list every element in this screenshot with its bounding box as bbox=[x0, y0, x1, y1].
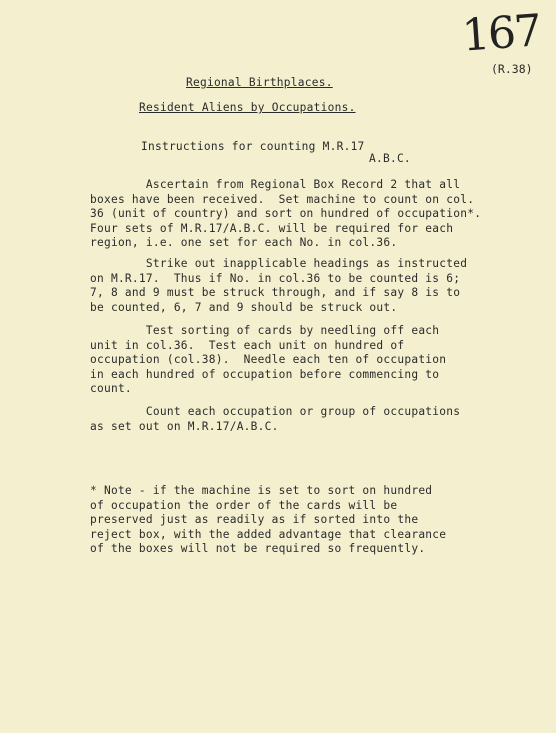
paragraph-1 bbox=[90, 178, 550, 251]
paragraph-line: Strike out inapplicable headings as instructed bbox=[90, 257, 468, 270]
handwritten-folio-number: 167 bbox=[460, 5, 542, 62]
instructions-heading-text: Instructions for counting M.R.17 bbox=[141, 140, 365, 153]
paragraph-line: count. bbox=[90, 382, 132, 396]
paragraph-line: Ascertain from Regional Box Record 2 that all bbox=[90, 178, 461, 191]
paragraph-line: region, i.e. one set for each No. in col.36. bbox=[90, 236, 398, 250]
paragraph-4 bbox=[90, 405, 550, 434]
footnote bbox=[90, 484, 550, 557]
paragraph-line: Test sorting of cards by needling off each bbox=[90, 324, 440, 337]
paragraph-line: boxes have been received. Set machine to count on col. bbox=[90, 192, 475, 206]
paragraph-line: on M.R.17. Thus if No. in col.36 to be counted is 6; bbox=[90, 271, 461, 285]
instructions-heading bbox=[141, 140, 365, 153]
footnote-line: reject box, with the added advantage that clearance bbox=[90, 527, 447, 541]
document-title: Regional Birthplaces. bbox=[186, 76, 333, 89]
footnote-line: * Note - if the machine is set to sort on hundred bbox=[90, 484, 433, 497]
paragraph-line: Four sets of M.R.17/A.B.C. will be required for each bbox=[90, 221, 454, 235]
document-reference: (R.38) bbox=[491, 62, 533, 76]
paragraph-3 bbox=[90, 324, 550, 397]
paragraph-line: be counted, 6, 7 and 9 should be struck out. bbox=[90, 300, 398, 314]
paragraph-line: in each hundred of occupation before commencing to bbox=[90, 367, 440, 381]
paragraph-line: 36 (unit of country) and sort on hundred of occupation*. bbox=[90, 207, 482, 221]
paragraph-line: occupation (col.38). Needle each ten of occupation bbox=[90, 353, 447, 367]
paragraph-2 bbox=[90, 257, 550, 315]
paragraph-line: unit in col.36. Test each unit on hundred of bbox=[90, 338, 405, 352]
paragraph-line: as set out on M.R.17/A.B.C. bbox=[90, 419, 279, 433]
footnote-line: of the boxes will not be required so frequently. bbox=[90, 542, 426, 556]
footnote-line: preserved just as readily as if sorted into the bbox=[90, 513, 419, 527]
paragraph-line: Count each occupation or group of occupations bbox=[90, 405, 461, 418]
document-subtitle: Resident Aliens by Occupations. bbox=[139, 101, 356, 114]
instructions-heading-suffix: A.B.C. bbox=[369, 152, 411, 165]
footnote-line: of occupation the order of the cards will be bbox=[90, 498, 398, 512]
paragraph-line: 7, 8 and 9 must be struck through, and if say 8 is to bbox=[90, 286, 461, 300]
